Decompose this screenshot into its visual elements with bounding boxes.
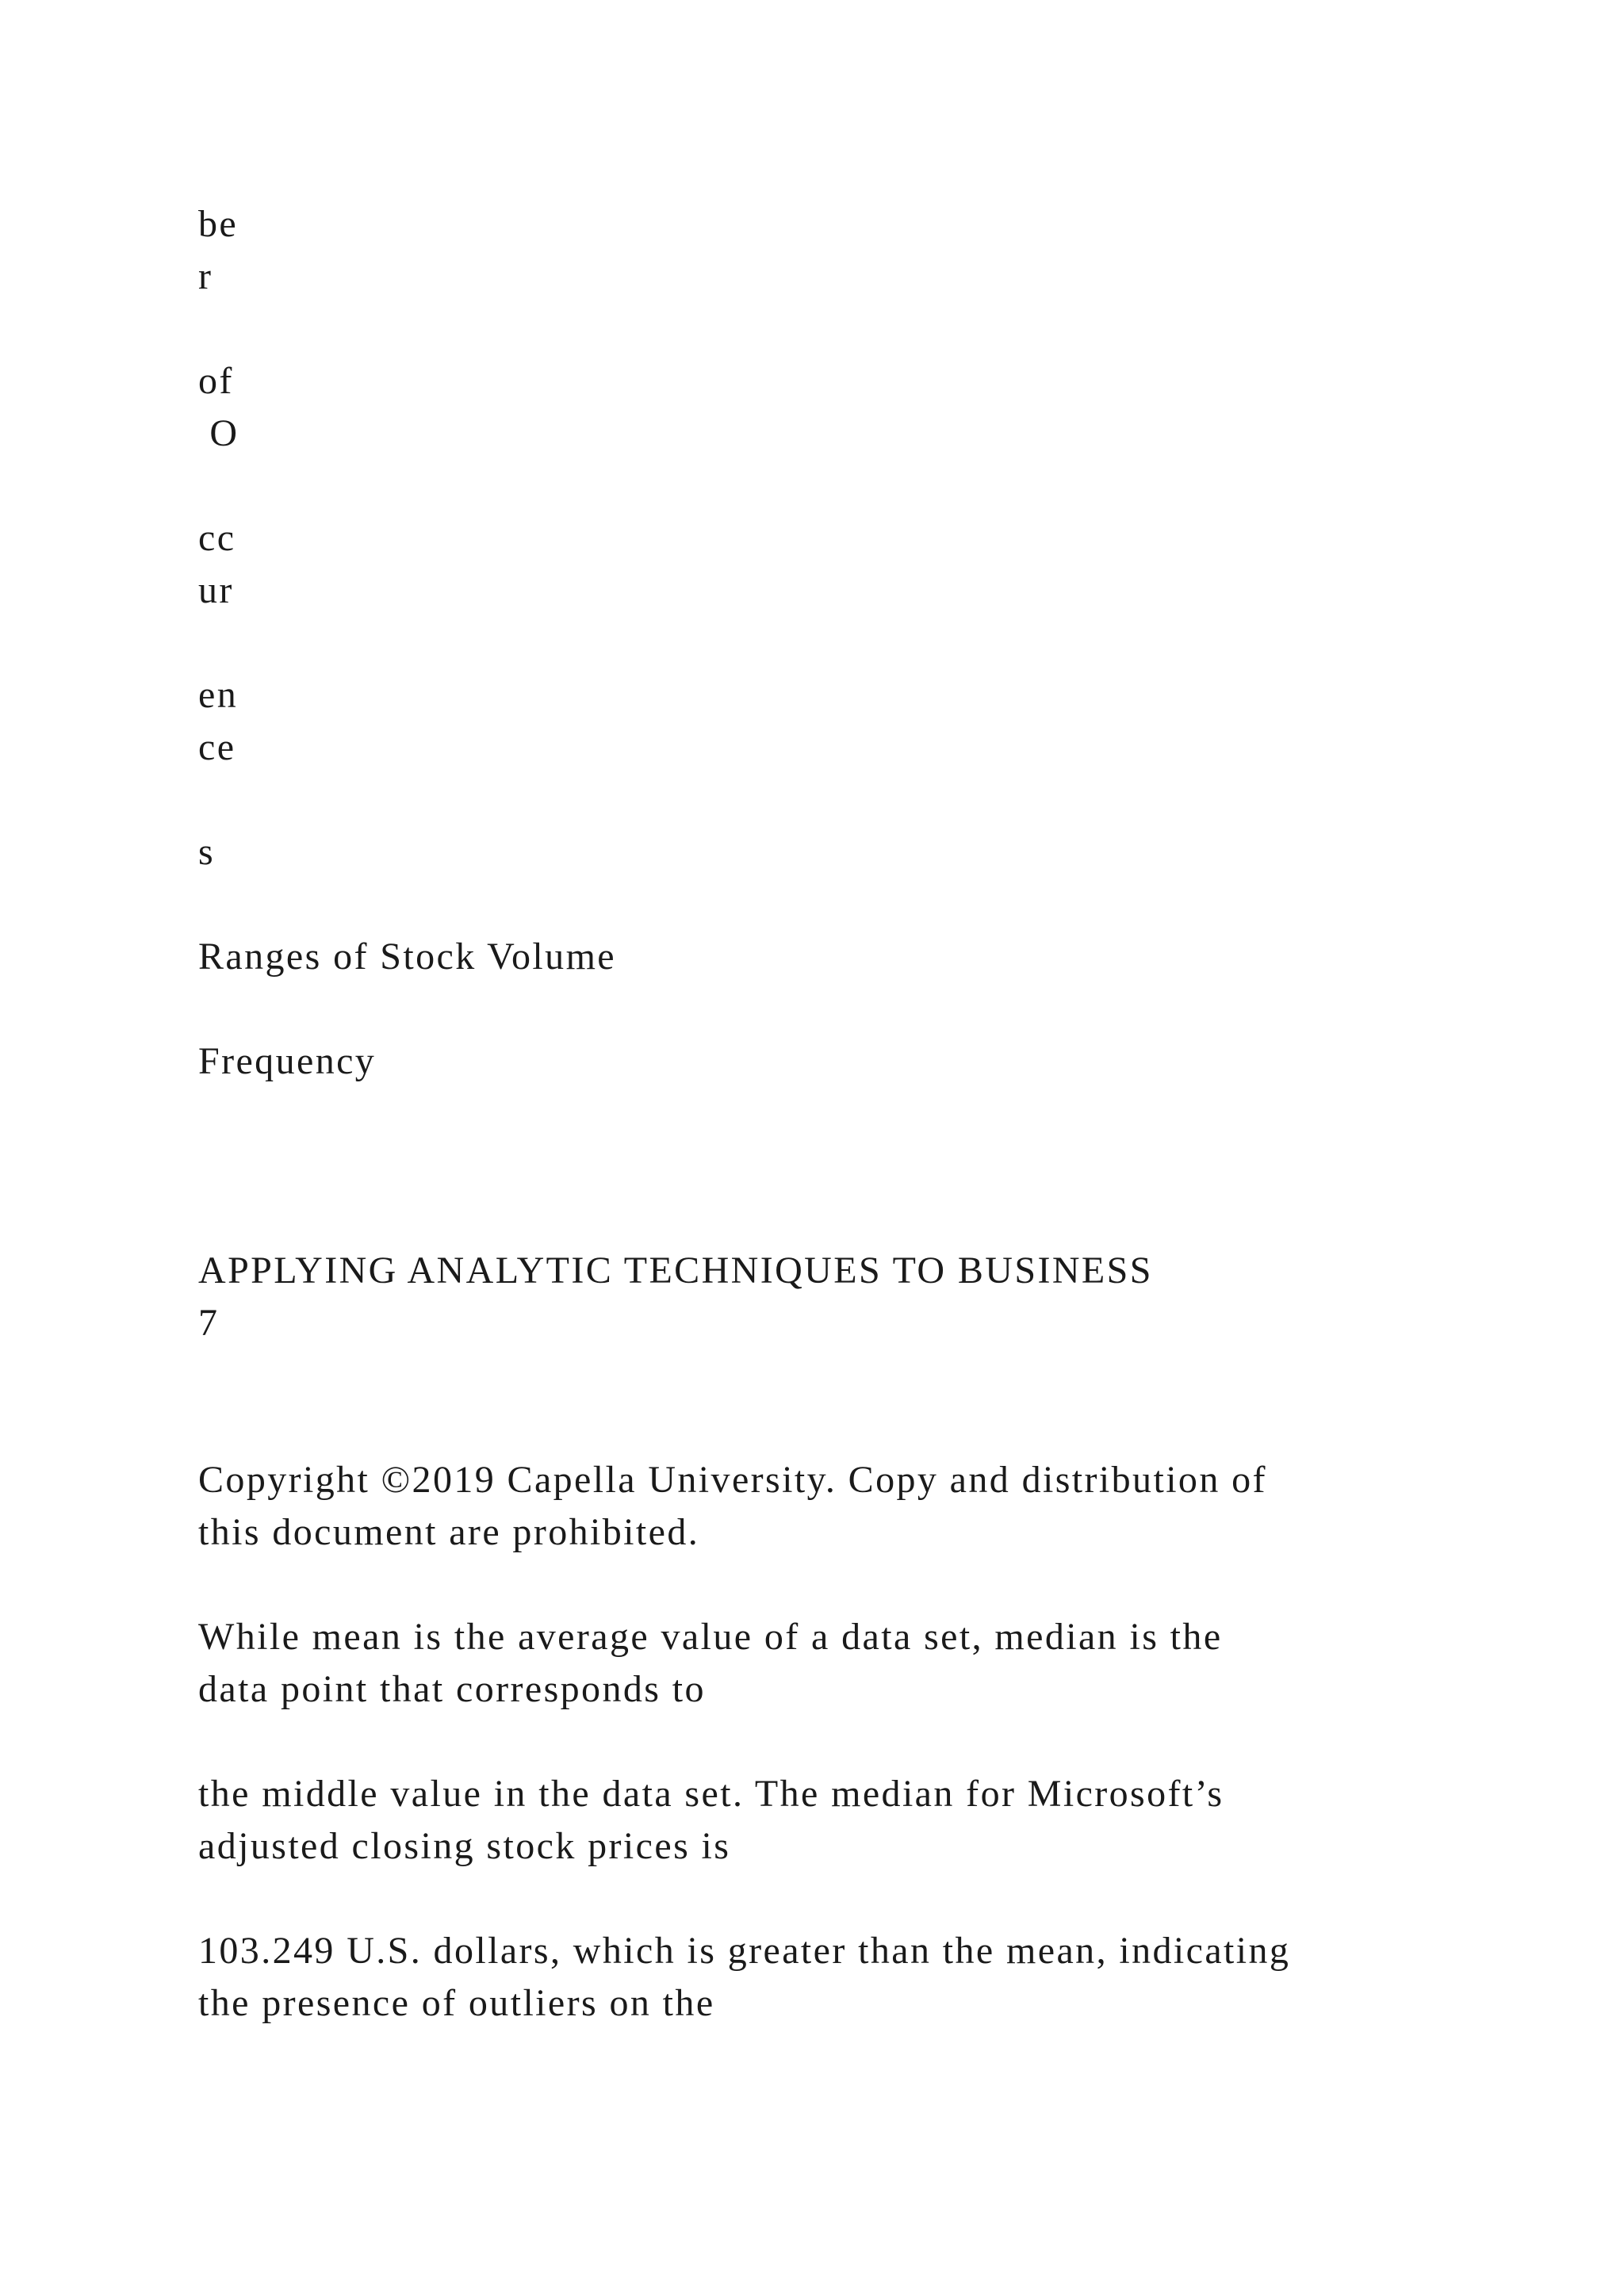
paragraph-line: While mean is the average value of a data set, median is the: [198, 1616, 1223, 1658]
axis-label-fragment: r: [198, 255, 213, 297]
copyright-line: this document are prohibited.: [198, 1511, 700, 1553]
legend-label: Frequency: [198, 1040, 377, 1082]
paragraph-line: the presence of outliers on the: [198, 1982, 715, 2024]
axis-label-fragment: en: [198, 674, 239, 716]
copyright-line: Copyright ©2019 Capella University. Copy and distribution of: [198, 1459, 1267, 1501]
paragraph-line: adjusted closing stock prices is: [198, 1825, 731, 1867]
paragraph-line: 103.249 U.S. dollars, which is greater than the mean, indicating: [198, 1930, 1291, 1972]
running-header: APPLYING ANALYTIC TECHNIQUES TO BUSINESS: [198, 1249, 1153, 1292]
axis-label-fragment: s: [198, 831, 216, 873]
axis-label-fragment: O: [198, 412, 239, 454]
axis-label-fragment: be: [198, 203, 239, 245]
axis-label-fragment: of: [198, 360, 234, 402]
axis-title-x: Ranges of Stock Volume: [198, 936, 617, 978]
page-number: 7: [198, 1302, 220, 1344]
paragraph-line: data point that corresponds to: [198, 1668, 706, 1710]
axis-label-fragment: ce: [198, 726, 236, 768]
paragraph-line: the middle value in the data set. The median for Microsoft’s: [198, 1773, 1224, 1815]
axis-label-fragment: ur: [198, 569, 234, 611]
axis-label-fragment: cc: [198, 517, 236, 559]
